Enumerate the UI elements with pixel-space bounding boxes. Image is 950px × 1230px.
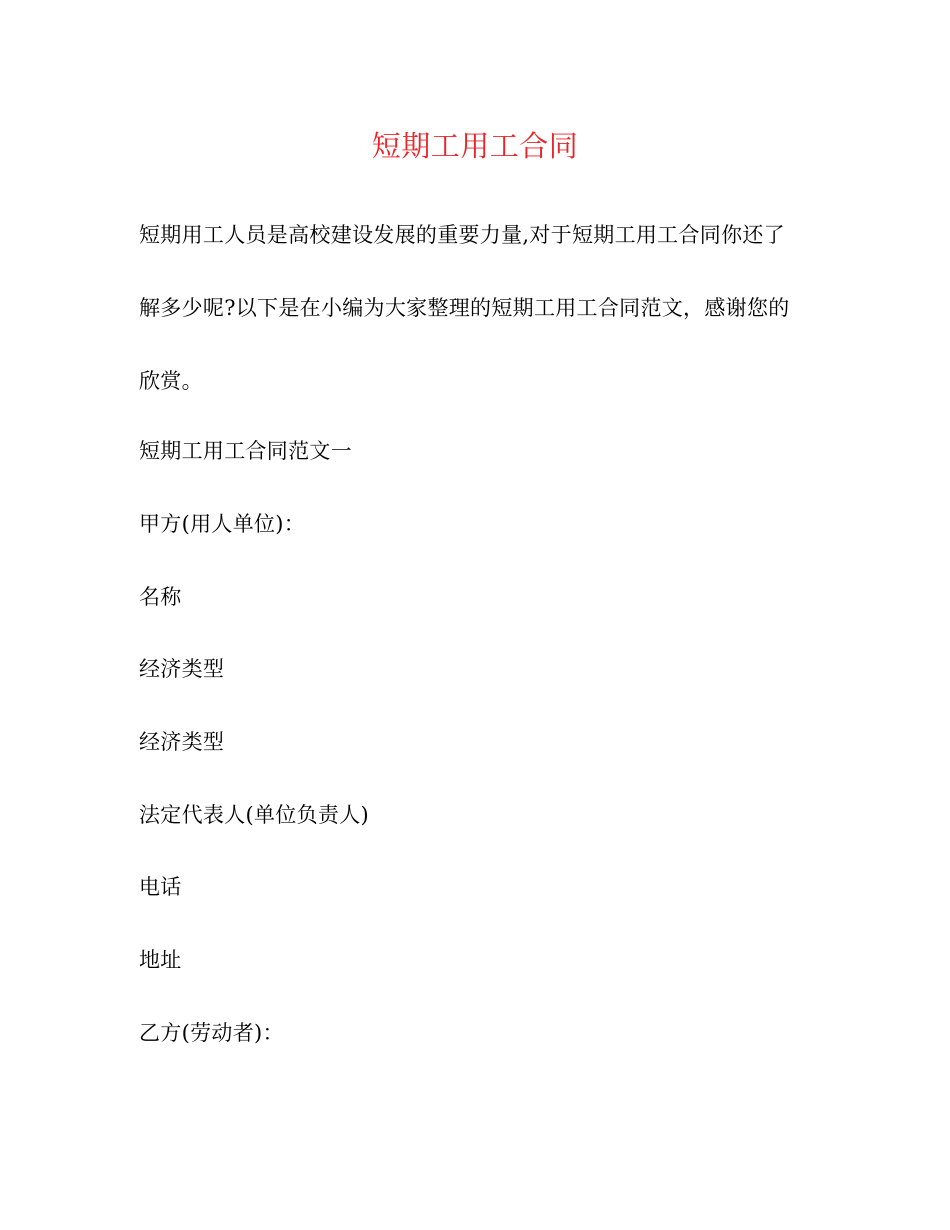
field-label-economic-type: 经济类型 (139, 730, 225, 754)
field-label-address: 地址 (139, 948, 182, 972)
section-heading: 短期工用工合同范文一 (139, 439, 352, 463)
field-label-economic-type: 经济类型 (139, 657, 225, 681)
document-title: 短期工用工合同 (371, 129, 579, 163)
field-label-legal-representative: 法定代表人(单位负责人) (139, 803, 369, 827)
intro-paragraph-line: 解多少呢?以下是在小编为大家整理的短期工用工合同范文，感谢您的 (139, 296, 790, 320)
intro-paragraph-line: 短期用工人员是高校建设发展的重要力量,对于短期工用工合同你还了 (139, 223, 785, 247)
field-label-phone: 电话 (139, 875, 182, 899)
party-a-heading: 甲方(用人单位)： (139, 512, 306, 536)
field-label-name: 名称 (139, 585, 182, 609)
party-b-heading: 乙方(劳动者)： (139, 1021, 284, 1045)
intro-paragraph-line: 欣赏。 (139, 369, 203, 393)
